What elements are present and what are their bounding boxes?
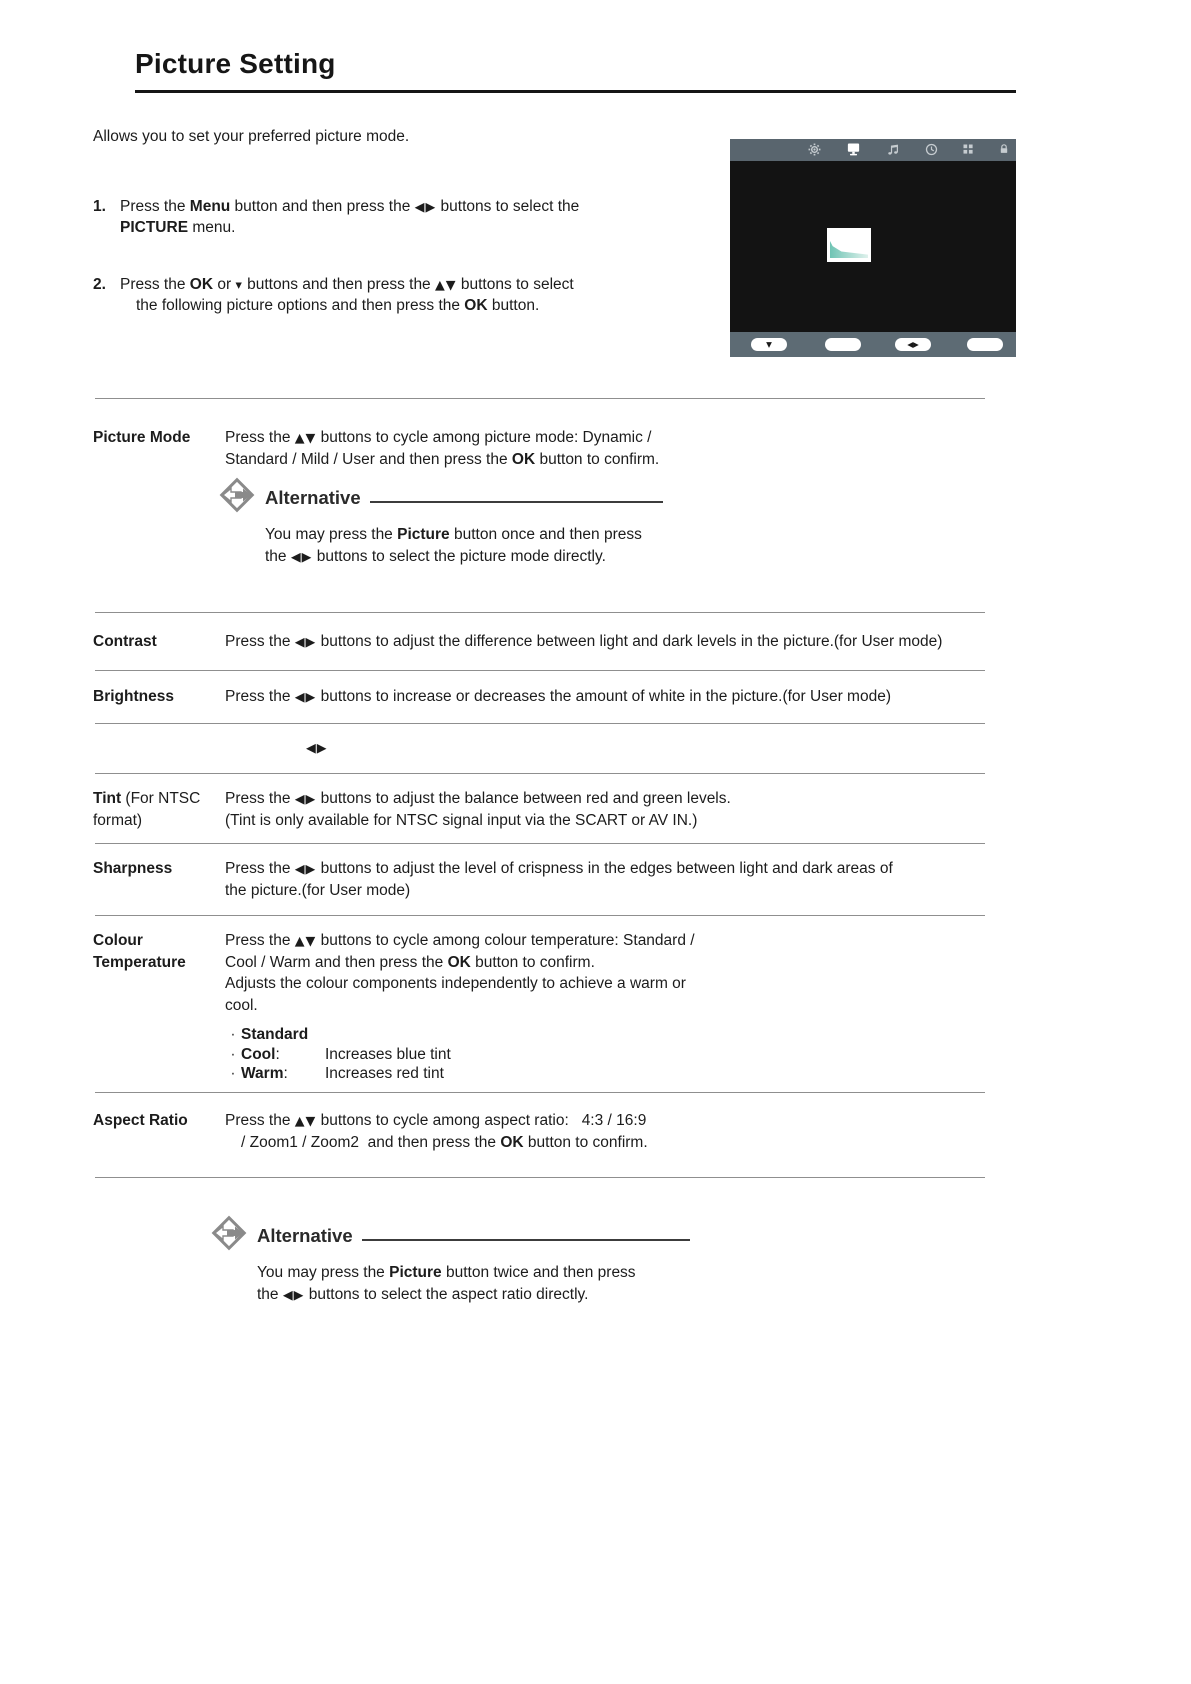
colour-temperature-options: [225, 1025, 987, 1084]
row-label-aspect-ratio: Aspect Ratio: [93, 1112, 188, 1129]
settings-gear-icon: [808, 143, 821, 156]
row-label-brightness: Brightness: [93, 688, 174, 705]
alternative-underline: [370, 500, 663, 503]
alternative-heading: Alternative: [257, 1224, 353, 1246]
row-divider: [95, 670, 985, 671]
option-colon: :: [283, 1065, 288, 1082]
row-desc-contrast: Press the ◀▶ buttons to adjust the difference between light and dark levels in the picture.(for User mode): [225, 633, 943, 650]
row-divider: [95, 915, 985, 916]
step-2: [93, 274, 668, 316]
picture-thumbnail: [827, 228, 871, 262]
bullet-marker: ·: [230, 1045, 236, 1063]
thumbnail-chart-graphic: [830, 241, 868, 258]
row-label-contrast: Contrast: [93, 633, 157, 650]
step-2-text: Press the OK or ▾ buttons and then press the ▲▼ buttons to select the following picture options and then press the OK button.: [120, 276, 574, 314]
row-divider: [95, 398, 985, 399]
title-divider: [135, 90, 1016, 93]
page-title: Picture Setting: [135, 48, 336, 79]
option-desc: [325, 1025, 987, 1045]
alternative-arrows-icon: [210, 1214, 248, 1257]
row-label-sharpness: Sharpness: [93, 860, 173, 877]
option-name: Standard: [241, 1026, 309, 1043]
row-divider: [95, 1092, 985, 1093]
alternative-note-aspect-ratio: [210, 1214, 690, 1305]
option-colon: :: [275, 1045, 280, 1063]
blank-button-1: [825, 338, 861, 351]
alternative-text: You may press the Picture button once and then press the ◀▶ buttons to select the picture mode directly.: [265, 526, 642, 565]
time-clock-icon: [925, 143, 938, 156]
option-name: Warm: [241, 1065, 284, 1082]
option-cool: [225, 1045, 987, 1065]
picture-monitor-icon: [846, 142, 861, 157]
row-desc-picture-mode: Press the ▲▼ buttons to cycle among picture mode: Dynamic / Standard / Mild / User and then press the OK button to confirm.: [225, 429, 660, 468]
option-desc: Increases blue tint: [325, 1045, 451, 1063]
row-desc-colour-temperature: [225, 930, 987, 1084]
blank-button-2: [967, 338, 1003, 351]
alternative-heading: Alternative: [265, 486, 361, 508]
option-desc: Increases red tint: [325, 1065, 444, 1082]
bullet-marker: ·: [230, 1065, 236, 1082]
row-label-tint: Tint (For NTSC format): [93, 790, 201, 829]
intro-text: Allows you to set your preferred picture mode.: [93, 128, 410, 145]
option-name: Cool: [241, 1045, 276, 1063]
row-divider: [95, 1177, 985, 1178]
alternative-underline: [362, 1238, 690, 1241]
down-arrow-button: ▼: [751, 338, 787, 351]
row-desc-brightness: Press the ◀▶ buttons to increase or decreases the amount of white in the picture.(for User mode): [225, 688, 891, 705]
row-label-picture-mode: Picture Mode: [93, 429, 191, 446]
option-warm: [225, 1064, 987, 1084]
row-desc-arrows-only: ◀▶: [306, 740, 328, 755]
tv-menu-bar: [730, 139, 1016, 161]
tv-screen: [730, 161, 1016, 332]
row-divider: [95, 723, 985, 724]
alternative-text: You may press the Picture button twice and then press the ◀▶ buttons to select the aspect ratio directly.: [257, 1264, 636, 1303]
row-label-colour-temperature: Colour Temperature: [93, 932, 186, 971]
feature-grid-icon: [962, 143, 974, 155]
step-1: [93, 196, 668, 238]
row-desc-sharpness: Press the ◀▶ buttons to adjust the level of crispness in the edges between light and dark areas of the picture.(for User mode): [225, 860, 893, 899]
step-2-number: 2.: [93, 276, 106, 293]
row-desc-aspect-ratio: Press the ▲▼ buttons to cycle among aspect ratio: 4:3 / 16:9 / Zoom1 / Zoom2 and then press the OK button to confirm.: [225, 1112, 648, 1151]
alternative-arrows-icon: [218, 476, 256, 519]
colour-temperature-text: Press the ▲▼ buttons to cycle among colour temperature: Standard / Cool / Warm and then press the OK button to confirm. Adjusts the colour components independently to achieve a warm or cool.: [225, 932, 695, 1014]
step-1-number: 1.: [93, 198, 106, 215]
step-1-text: Press the Menu button and then press the ◀▶ buttons to select the PICTURE menu.: [120, 198, 580, 236]
row-desc-tint: Press the ◀▶ buttons to adjust the balance between red and green levels. (Tint is only available for NTSC signal input via the SCART or AV IN.): [225, 790, 731, 829]
tv-bottom-bar: [730, 332, 1016, 357]
option-standard: [225, 1025, 987, 1045]
alternative-note-picture-mode: [218, 476, 663, 567]
sound-note-icon: [886, 143, 899, 156]
left-right-button: ◀▶: [895, 338, 931, 351]
row-divider: [95, 773, 985, 774]
bullet-marker: ·: [230, 1026, 236, 1043]
lock-icon: [998, 143, 1010, 155]
tv-menu-screenshot: [730, 139, 1016, 357]
row-divider: [95, 612, 985, 613]
row-divider: [95, 843, 985, 844]
